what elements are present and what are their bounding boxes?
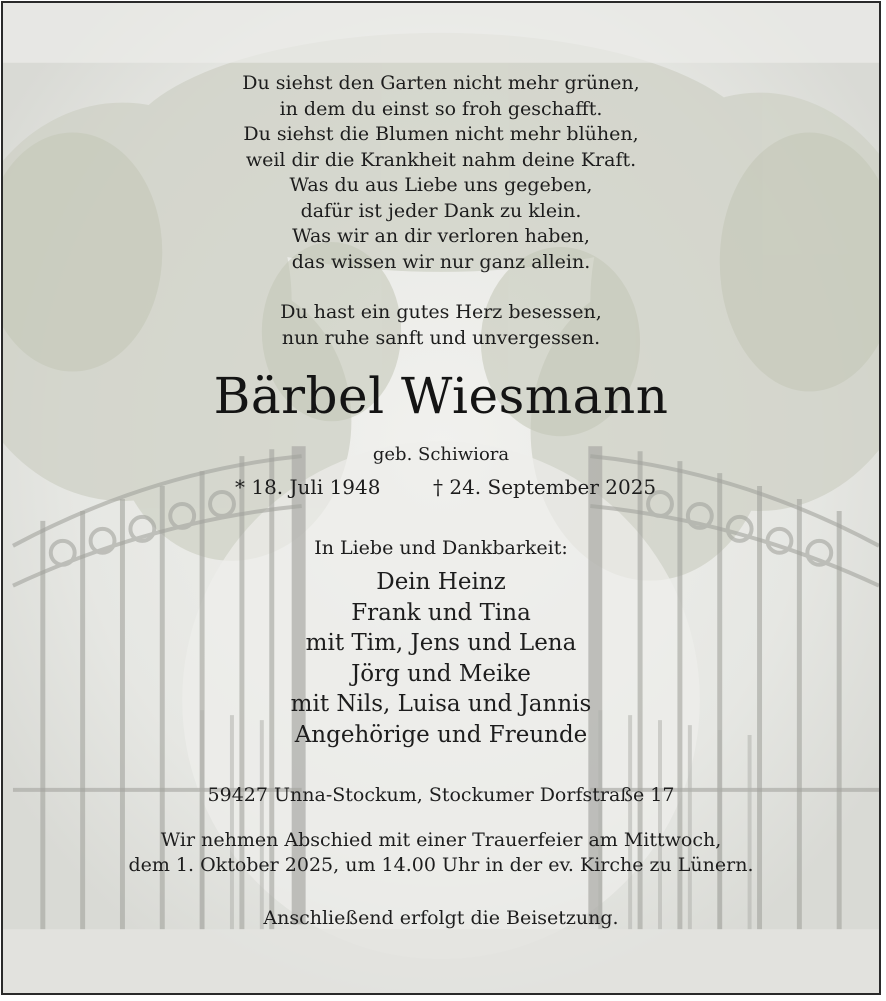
poem-line: weil dir die Krankheit nahm deine Kraft. — [245, 148, 637, 171]
poem-line: das wissen wir nur ganz allein. — [291, 250, 591, 273]
poem — [3, 71, 879, 351]
mourners-list — [3, 567, 879, 750]
poem-line: Was du aus Liebe uns gegeben, — [289, 174, 593, 196]
obituary-content — [3, 3, 879, 993]
mourner-line: Frank und Tina — [351, 599, 531, 626]
mourner-line: mit Nils, Luisa und Jannis — [290, 691, 592, 717]
poem-line: Du siehst die Blumen nicht mehr blühen, — [243, 123, 639, 145]
mourner-line: Angehörige und Freunde — [294, 721, 588, 748]
obituary-card — [1, 1, 881, 995]
birth-name: geb. Schiwiora — [372, 444, 510, 465]
poem-line: in dem du einst so froh geschafft. — [279, 97, 603, 120]
burial-note: Anschließend erfolgt die Beisetzung. — [263, 907, 619, 929]
mourners-intro: In Liebe und Dankbarkeit: — [314, 537, 568, 559]
service-line: Wir nehmen Abschied mit einer Trauerfeier am Mittwoch, — [160, 829, 722, 851]
poem-line: Was wir an dir verloren haben, — [292, 225, 590, 247]
mourner-line: Jörg und Meike — [351, 660, 531, 687]
birth-date: * 18. Juli 1948 — [235, 475, 381, 499]
poem-line: dafür ist jeder Dank zu klein. — [300, 199, 582, 222]
poem-line: Du siehst den Garten nicht mehr grünen, — [242, 72, 640, 94]
death-date: † 24. September 2025 — [433, 475, 657, 499]
mourner-line: Dein Heinz — [376, 569, 506, 595]
poem-line: Du hast ein gutes Herz besessen, — [280, 301, 602, 323]
stanza-divider — [3, 275, 879, 300]
family-address: 59427 Unna-Stockum, Stockumer Dorfstraße 17 — [207, 784, 675, 806]
service-info — [3, 828, 879, 878]
poem-line: nun ruhe sanft und unvergessen. — [281, 326, 601, 349]
deceased-name: Bärbel Wiesmann — [213, 367, 669, 425]
mourner-line: mit Tim, Jens und Lena — [305, 630, 577, 656]
service-line: dem 1. Oktober 2025, um 14.00 Uhr in der ev. Kirche zu Lünern. — [128, 854, 754, 876]
